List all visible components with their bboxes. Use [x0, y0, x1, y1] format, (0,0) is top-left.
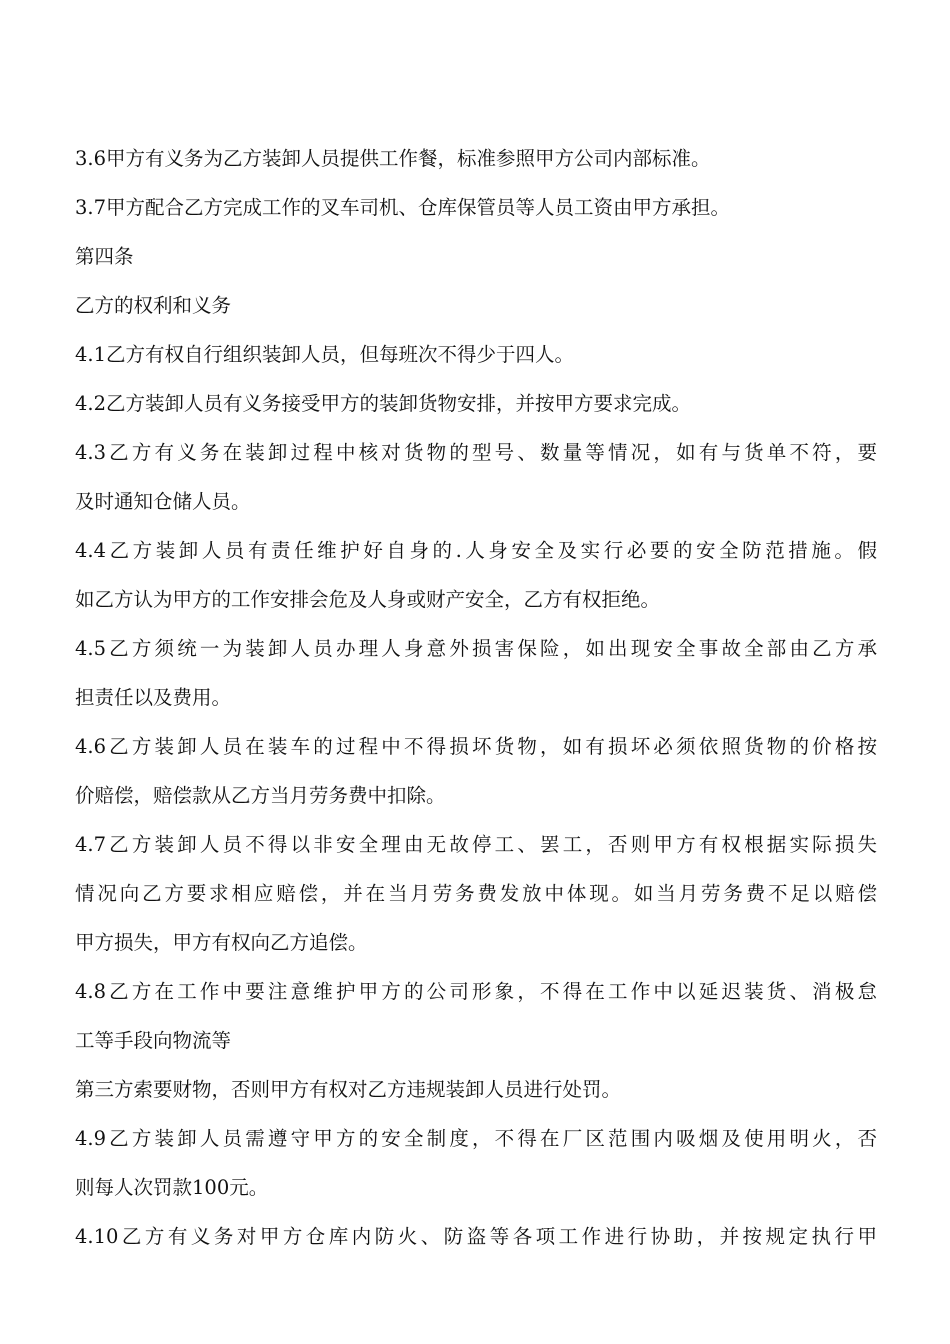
document-page	[75, 134, 877, 1261]
clause-4-3-line-2: 及时通知仓储人员。	[75, 490, 251, 513]
clause-4-8-line-2: 工等手段向物流等	[75, 1029, 232, 1052]
clause-4-5-line-1: 4.5乙方须统一为装卸人员办理人身意外损害保险，如出现安全事故全部由乙方承	[75, 637, 877, 660]
clause-3-7: 3.7甲方配合乙方完成工作的叉车司机、仓库保管员等人员工资由甲方承担。	[75, 196, 731, 219]
clause-4-8-line-3: 第三方索要财物，否则甲方有权对乙方违规装卸人员进行处罚。	[75, 1078, 622, 1101]
clause-4-1: 4.1乙方有权自行组织装卸人员，但每班次不得少于四人。	[75, 343, 575, 366]
clause-4-7-line-2: 情况向乙方要求相应赔偿，并在当月劳务费发放中体现。如当月劳务费不足以赔偿	[75, 882, 877, 905]
clause-4-3-line-1: 4.3乙方有义务在装卸过程中核对货物的型号、数量等情况，如有与货单不符，要	[75, 441, 877, 464]
clause-4-8-line-1: 4.8乙方在工作中要注意维护甲方的公司形象，不得在工作中以延迟装货、消极怠	[75, 980, 877, 1003]
clause-4-9-line-1: 4.9乙方装卸人员需遵守甲方的安全制度，不得在厂区范围内吸烟及使用明火，否	[75, 1127, 877, 1150]
article-four-title: 乙方的权利和义务	[75, 294, 232, 317]
clause-3-6: 3.6甲方有义务为乙方装卸人员提供工作餐，标准参照甲方公司内部标准。	[75, 147, 711, 170]
clause-4-7-line-3: 甲方损失，甲方有权向乙方追偿。	[75, 931, 368, 954]
clause-4-2: 4.2乙方装卸人员有义务接受甲方的装卸货物安排，并按甲方要求完成。	[75, 392, 692, 415]
clause-4-4-line-1: 4.4乙方装卸人员有责任维护好自身的.人身安全及实行必要的安全防范措施。假	[75, 539, 877, 562]
clause-4-7-line-1: 4.7乙方装卸人员不得以非安全理由无故停工、罢工，否则甲方有权根据实际损失	[75, 833, 877, 856]
clause-4-4-line-2: 如乙方认为甲方的工作安排会危及人身或财产安全，乙方有权拒绝。	[75, 588, 661, 611]
clause-4-6-line-1: 4.6乙方装卸人员在装车的过程中不得损坏货物，如有损坏必须依照货物的价格按	[75, 735, 877, 758]
clause-4-5-line-2: 担责任以及费用。	[75, 686, 232, 709]
clause-4-9-line-2: 则每人次罚款100元。	[75, 1176, 269, 1199]
article-four-heading: 第四条	[75, 245, 134, 268]
clause-4-6-line-2: 价赔偿，赔偿款从乙方当月劳务费中扣除。	[75, 784, 446, 807]
clause-4-10-line-1: 4.10乙方有义务对甲方仓库内防火、防盗等各项工作进行协助，并按规定执行甲	[75, 1225, 877, 1248]
